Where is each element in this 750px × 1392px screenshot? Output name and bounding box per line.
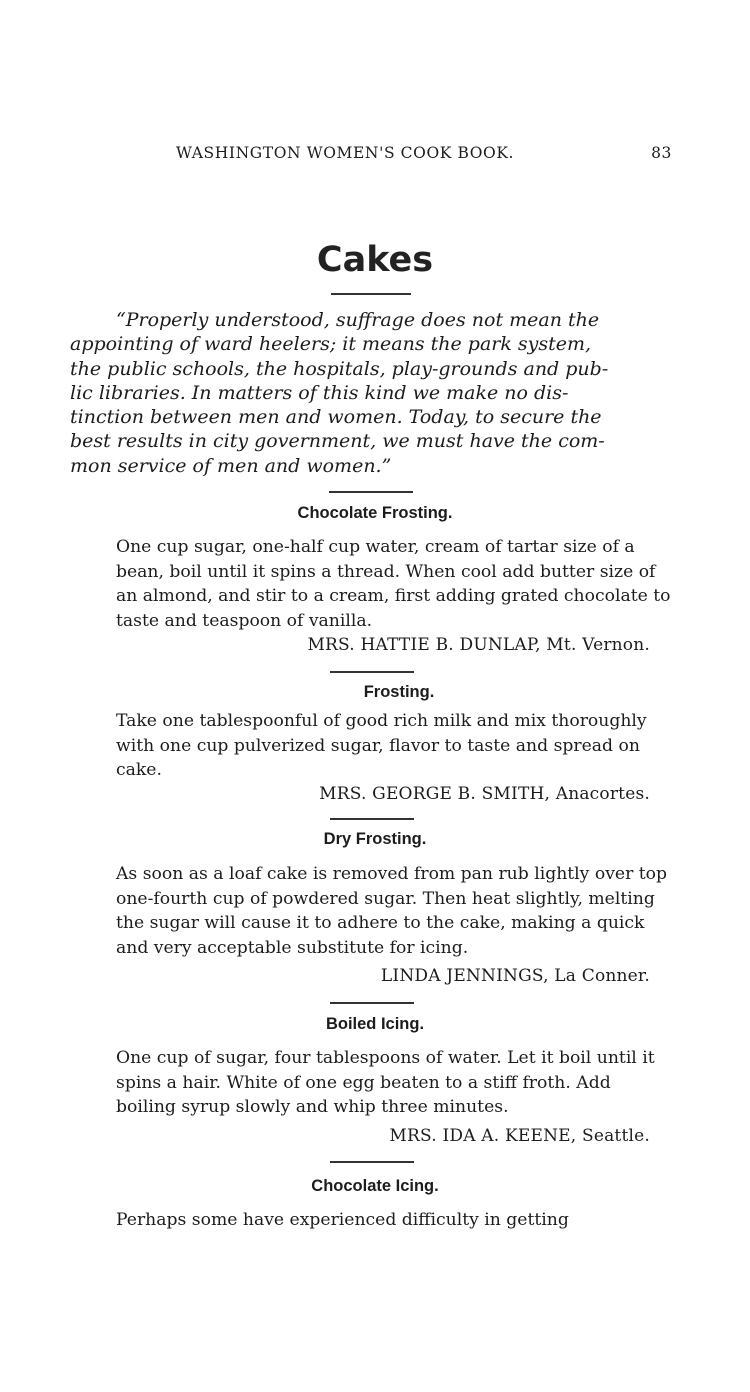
running-head-title: WASHINGTON WOMEN'S COOK BOOK. [176,144,515,162]
page-number: 83 [651,144,672,162]
quote-line: mon service of men and women.” [70,454,392,477]
quote-line: lic libraries. In matters of this kind we make no dis- [70,381,569,404]
recipe-text-dry-frosting [72,862,674,960]
recipe-body: Take one tablespoonful of good rich milk and mix thoroughly with one cup pulverized sugar, flavor to taste and spread on cake. [116,711,647,780]
recipe-signature: LINDA JENNINGS, La Conner. [380,966,650,986]
recipe-heading-boiled-icing: Boiled Icing. [325,1015,425,1033]
recipe-heading-chocolate-icing: Chocolate Icing. [311,1177,439,1195]
recipe-text-chocolate-frosting [72,535,674,633]
quote-line: the public schools, the hospitals, play-grounds and pub- [70,357,609,380]
recipe-signature: MRS. IDA A. KEENE, Seattle. [389,1126,650,1146]
suffrage-quote [70,308,675,478]
section-rule [330,818,414,820]
chapter-title: Cakes [316,240,434,280]
section-rule [330,1161,414,1163]
recipe-heading-chocolate-frosting: Chocolate Frosting. [297,504,453,522]
section-rule [330,1002,414,1004]
section-rule [330,671,414,673]
recipe-body: One cup sugar, one-half cup water, cream of tartar size of a bean, boil until it spins a thread. When cool add butter size of an almond, and stir to a cream, first adding grated chocolate to taste and teaspoon of vanilla. [116,537,671,631]
section-rule [329,491,413,493]
recipe-signature: MRS. HATTIE B. DUNLAP, Mt. Vernon. [307,635,650,655]
recipe-body: Perhaps some have experienced difficulty in getting [116,1210,569,1230]
recipe-text-boiled-icing [72,1046,674,1120]
recipe-text-chocolate-icing [72,1208,674,1233]
recipe-body: As soon as a loaf cake is removed from pan rub lightly over top one-fourth cup of powdered sugar. Then heat slightly, melting the sugar will cause it to adhere to the cake, making a quick and very acceptable substitute for icing. [116,864,668,958]
quote-line: tinction between men and women. Today, to secure the [70,406,602,429]
recipe-signature: MRS. GEORGE B. SMITH, Anacortes. [319,784,650,804]
title-rule [331,293,411,295]
quote-line: “Properly understood, suffrage does not mean the [116,309,600,331]
recipe-heading-frosting: Frosting. [363,683,435,701]
recipe-heading-dry-frosting: Dry Frosting. [323,830,427,848]
quote-line: appointing of ward heelers; it means the park system, [70,333,592,356]
quote-line: best results in city government, we must have the com- [70,430,605,453]
recipe-text-frosting [72,709,674,783]
running-head [176,144,672,162]
recipe-body: One cup of sugar, four tablespoons of water. Let it boil until it spins a hair. White of one egg beaten to a stiff froth. Add boiling syrup slowly and whip three minutes. [116,1048,655,1117]
